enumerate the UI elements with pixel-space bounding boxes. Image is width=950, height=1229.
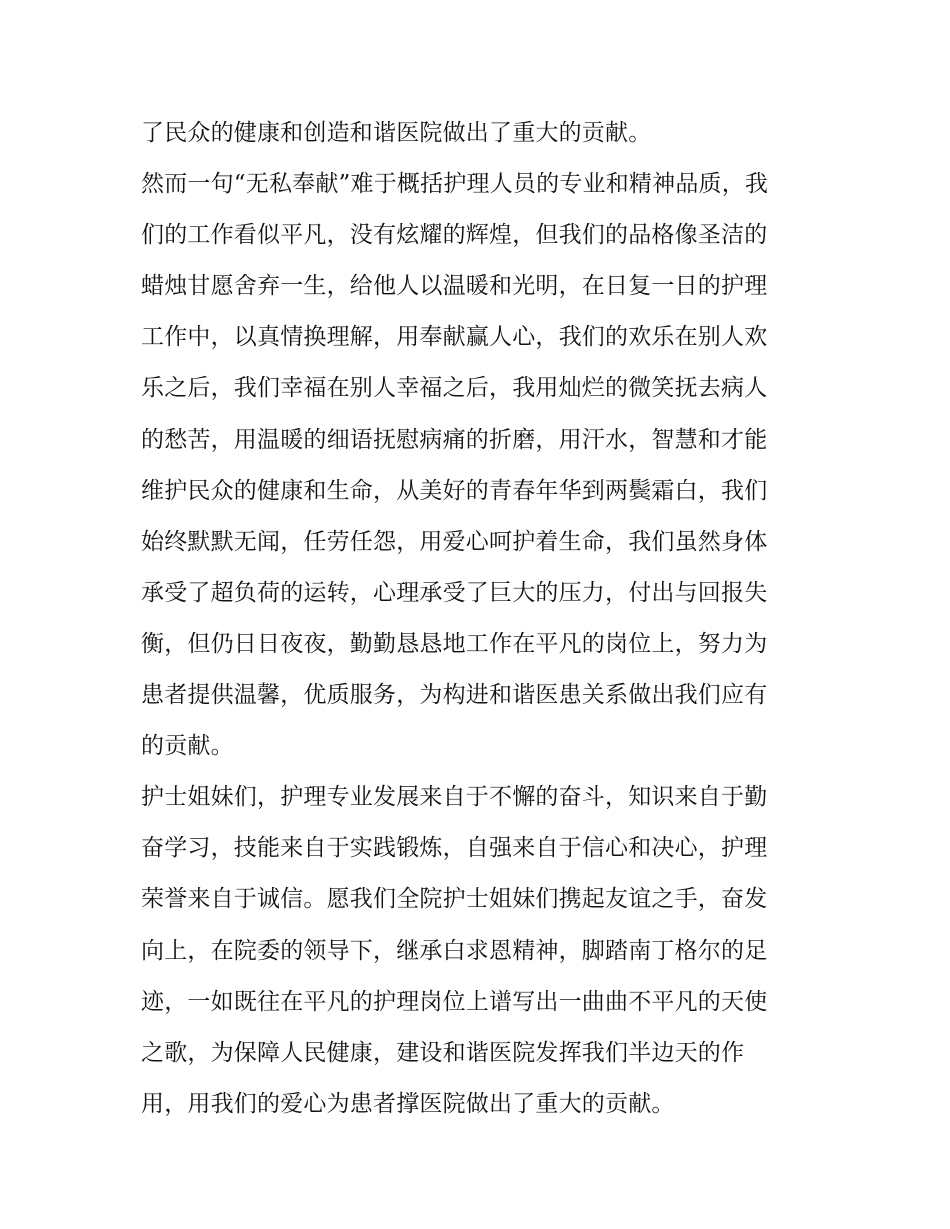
text-line: 们的工作看似平凡，没有炫耀的辉煌，但我们的品格像圣洁的 [141, 222, 768, 249]
text-line: 向上，在院委的领导下，继承白求恩精神，脚踏南丁格尔的足 [141, 937, 768, 964]
text-line: 迹，一如既往在平凡的护理岗位上谱写出一曲曲不平凡的天使 [141, 988, 768, 1015]
text-line: 然而一句“无私奉献”难于概括护理人员的专业和精神品质，我 [141, 171, 769, 198]
text-line: 的贡献。 [141, 733, 234, 760]
text-line: 了民众的健康和创造和谐医院做出了重大的贡献。 [141, 120, 652, 146]
text-line: 护士姐妹们，护理专业发展来自于不懈的奋斗，知识来自于勤 [141, 784, 768, 811]
text-line: 工作中，以真情换理解，用奉献赢人心，我们的欢乐在别人欢 [141, 324, 768, 351]
text-line: 荣誉来自于诚信。愿我们全院护士姐妹们携起友谊之手，奋发 [141, 886, 768, 913]
text-line: 患者提供温馨，优质服务，为构进和谐医患关系做出我们应有 [141, 682, 768, 709]
text-line: 的愁苦，用温暖的细语抚慰病痛的折磨，用汗水，智慧和才能 [141, 426, 768, 453]
text-line: 承受了超负荷的运转，心理承受了巨大的压力，付出与回报失 [141, 579, 768, 606]
text-line: 蜡烛甘愿舍弃一生，给他人以温暖和光明，在日复一日的护理 [141, 273, 768, 300]
text-line: 维护民众的健康和生命，从美好的青春年华到两鬓霜白，我们 [141, 477, 768, 504]
text-line: 之歌，为保障人民健康，建设和谐医院发挥我们半边天的作 [141, 1039, 745, 1066]
document-body-text [141, 108, 831, 1130]
text-line: 奋学习，技能来自于实践锻炼，自强来自于信心和决心，护理 [141, 835, 768, 862]
text-line: 始终默默无闻，任劳任怨，用爱心呵护着生命，我们虽然身体 [141, 528, 768, 555]
text-line: 乐之后，我们幸福在别人幸福之后，我用灿烂的微笑抚去病人 [141, 375, 768, 402]
text-line: 衡，但仍日日夜夜，勤勤恳恳地工作在平凡的岗位上，努力为 [141, 630, 768, 657]
text-line: 用，用我们的爱心为患者撑医院做出了重大的贡献。 [141, 1090, 675, 1117]
